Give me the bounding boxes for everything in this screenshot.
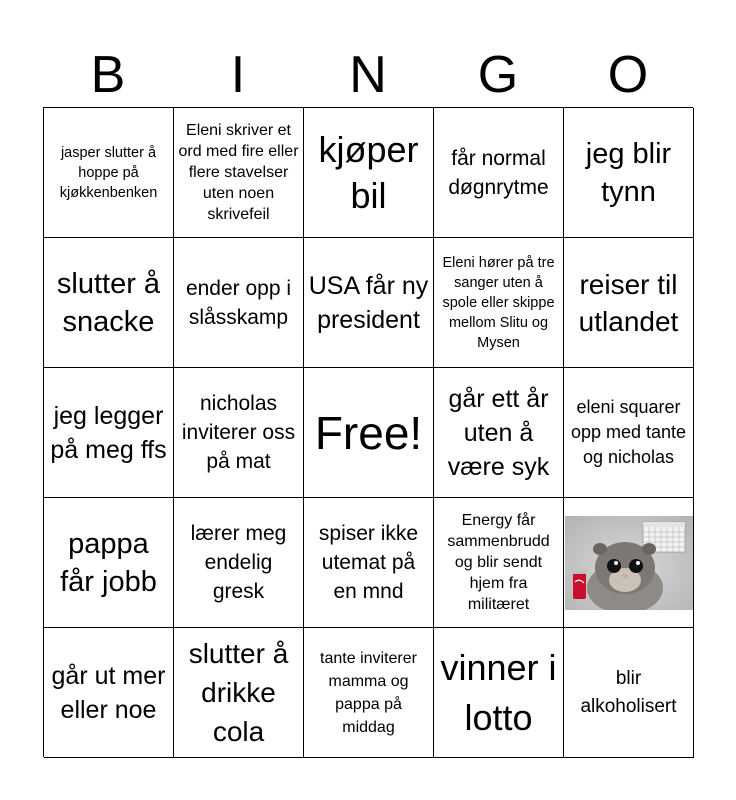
header-letter-g: G bbox=[477, 46, 519, 104]
cell-text: reiser til utlandet bbox=[578, 268, 679, 337]
cell-text: eleni squarer opp med tante og nicholas bbox=[570, 397, 687, 467]
cell-text: tante inviterer mamma og pappa på middag bbox=[320, 649, 417, 736]
header-letter-b: B bbox=[90, 46, 126, 104]
bingo-cell-r3c2[interactable] bbox=[174, 368, 304, 498]
bingo-cell-r5c3[interactable] bbox=[304, 628, 434, 758]
bingo-cell-r2c1[interactable] bbox=[44, 238, 174, 368]
bingo-cell-r5c1[interactable] bbox=[44, 628, 174, 758]
cell-text: pappa får jobb bbox=[60, 527, 157, 598]
bingo-cell-r3c5[interactable] bbox=[564, 368, 694, 498]
cell-text: slutter å snacke bbox=[56, 267, 161, 338]
free-space[interactable] bbox=[304, 368, 434, 498]
bingo-cell-r2c3[interactable] bbox=[304, 238, 434, 368]
cell-text: USA får ny president bbox=[308, 271, 429, 334]
header-letter-n: N bbox=[349, 46, 387, 104]
bingo-cell-r4c1[interactable] bbox=[44, 498, 174, 628]
bingo-cell-r5c2[interactable] bbox=[174, 628, 304, 758]
bingo-cell-r2c5[interactable] bbox=[564, 238, 694, 368]
cell-text: går ett år uten å være syk bbox=[447, 384, 550, 481]
cell-text: kjøper bil bbox=[318, 128, 419, 216]
bingo-cell-r1c5[interactable] bbox=[564, 108, 694, 238]
bingo-header bbox=[43, 44, 693, 106]
cell-text: nicholas inviterer oss på mat bbox=[181, 392, 296, 473]
bingo-cell-r4c5[interactable] bbox=[564, 498, 694, 628]
cell-text: går ut mer eller noe bbox=[51, 661, 166, 724]
cell-text: ender opp i slåsskamp bbox=[185, 276, 292, 329]
cell-text: jeg blir tynn bbox=[585, 137, 672, 208]
header-letter-i: I bbox=[230, 46, 246, 104]
bingo-cell-r4c3[interactable] bbox=[304, 498, 434, 628]
cell-text: Eleni hører på tre sanger uten å spole eller skippe mellom Slitu og Mysen bbox=[442, 254, 555, 351]
bingo-cell-r3c1[interactable] bbox=[44, 368, 174, 498]
bingo-cell-r1c2[interactable] bbox=[174, 108, 304, 238]
cell-text: vinner i lotto bbox=[440, 646, 557, 738]
cell-text: jasper slutter å hoppe på kjøkkenbenken bbox=[59, 144, 158, 201]
bingo-board bbox=[43, 107, 693, 757]
cell-text: slutter å drikke cola bbox=[188, 638, 289, 747]
bingo-cell-r4c2[interactable] bbox=[174, 498, 304, 628]
bingo-cell-r2c4[interactable] bbox=[434, 238, 564, 368]
cell-text: blir alkoholisert bbox=[580, 667, 677, 717]
bingo-cell-r1c1[interactable] bbox=[44, 108, 174, 238]
cell-text: lærer meg endelig gresk bbox=[190, 522, 287, 603]
bingo-cell-r1c3[interactable] bbox=[304, 108, 434, 238]
bingo-cell-r3c4[interactable] bbox=[434, 368, 564, 498]
bingo-cell-r5c4[interactable] bbox=[434, 628, 564, 758]
cell-text: Energy får sammenbrudd og blir sendt hjem fra militæret bbox=[447, 512, 550, 613]
cell-text: Eleni skriver et ord med fire eller flere stavelser uten noen skrivefeil bbox=[178, 122, 299, 223]
cell-text: jeg legger på meg ffs bbox=[50, 401, 167, 464]
cola-can-icon bbox=[573, 571, 586, 599]
cell-text: spiser ikke utemat på en mnd bbox=[318, 522, 419, 603]
cell-text: får normal døgnrytme bbox=[448, 146, 549, 199]
bingo-cell-r1c4[interactable] bbox=[434, 108, 564, 238]
bingo-cell-r4c4[interactable] bbox=[434, 498, 564, 628]
header-letter-o: O bbox=[607, 46, 649, 104]
bingo-cell-r2c2[interactable] bbox=[174, 238, 304, 368]
cell-text: Free! bbox=[314, 406, 423, 459]
bingo-cell-r5c5[interactable] bbox=[564, 628, 694, 758]
hamster-image bbox=[565, 516, 693, 610]
